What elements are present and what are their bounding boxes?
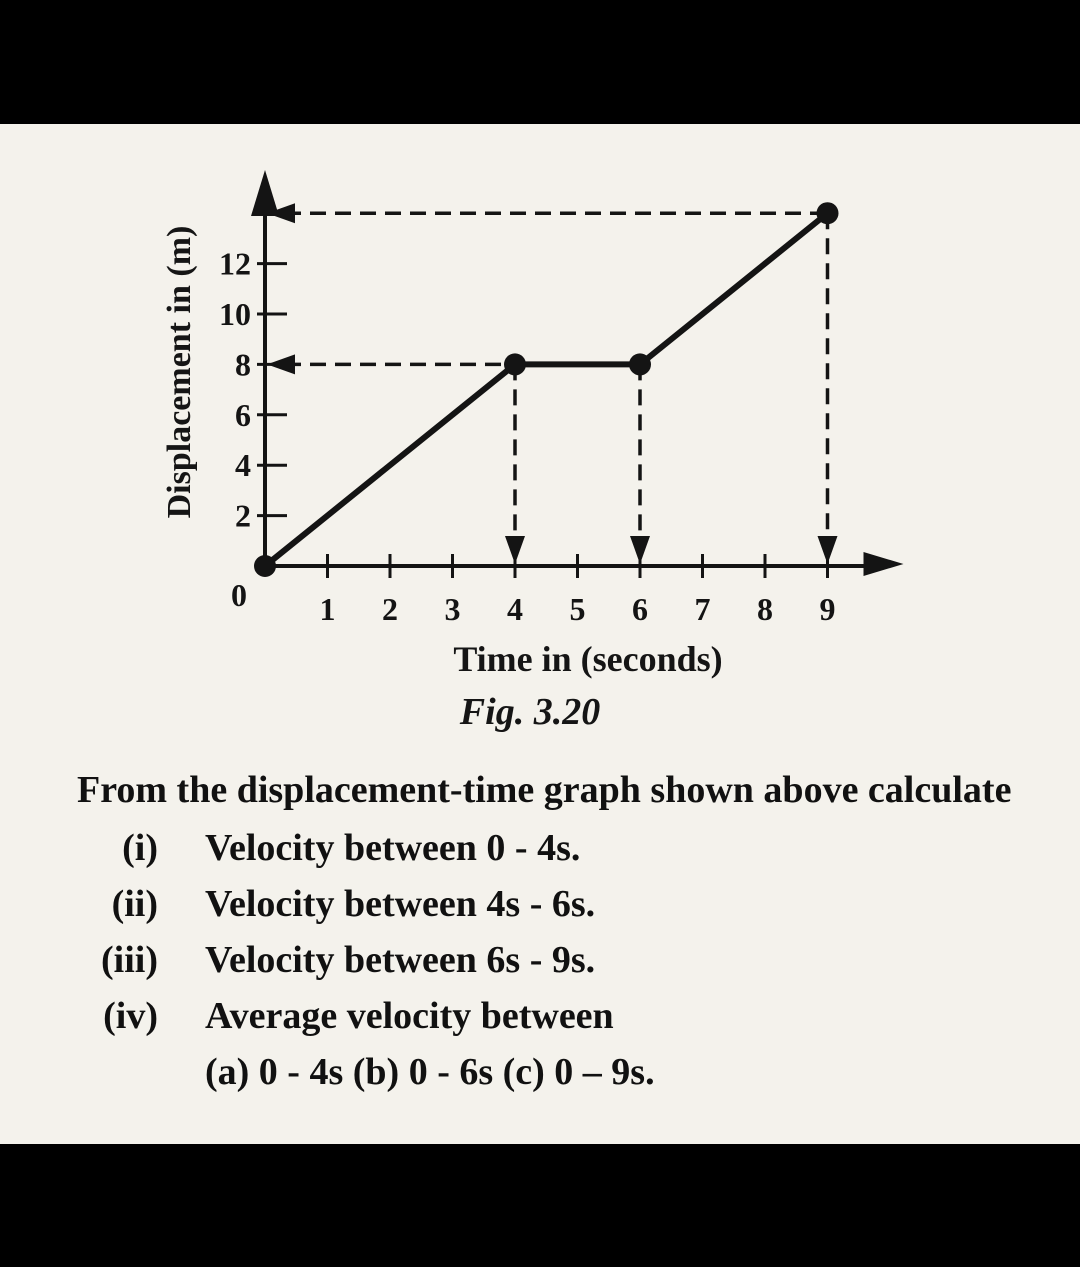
- question-text: Velocity between 4s - 6s.: [205, 883, 596, 925]
- x-tick-label: 5: [569, 591, 586, 627]
- x-axis-arrow: [864, 552, 904, 576]
- data-point: [254, 555, 276, 577]
- x-tick-label: 3: [444, 591, 461, 627]
- y-tick-label: 2: [235, 497, 251, 534]
- origin-label: 0: [231, 577, 247, 613]
- x-tick-label: 1: [319, 591, 336, 627]
- data-point: [629, 353, 651, 375]
- data-point: [817, 202, 839, 224]
- displacement-line: [265, 213, 828, 566]
- question-number: (ii): [111, 883, 158, 925]
- series-lines: [265, 213, 828, 566]
- question-number: (i): [122, 827, 158, 869]
- tick-labels: [219, 246, 836, 627]
- figure-caption: Fig. 3.20: [459, 691, 601, 733]
- y-tick-label: 10: [219, 296, 251, 332]
- sub-items: (a) 0 - 4s (b) 0 - 6s (c) 0 – 9s.: [205, 1051, 655, 1093]
- displacement-time-chart: [0, 124, 1080, 644]
- x-tick-label: 9: [819, 591, 836, 627]
- x-axis-label: Time in (seconds): [453, 639, 723, 679]
- y-axis-label: Displacement in (m): [161, 225, 198, 519]
- x-tick-label: 8: [757, 591, 773, 627]
- data-point: [504, 353, 526, 375]
- textbook-page: [0, 124, 1080, 1144]
- y-tick-label: 6: [235, 396, 251, 433]
- x-tick-label: 4: [507, 591, 523, 627]
- question-text: Velocity between 0 - 4s.: [205, 827, 581, 869]
- x-tick-label: 6: [632, 591, 648, 627]
- question-text: Velocity between 6s - 9s.: [205, 939, 596, 981]
- data-points: [254, 202, 839, 577]
- problem-intro: From the displacement-time graph shown above calculate: [77, 769, 1012, 811]
- question-text: Average velocity between: [205, 995, 614, 1037]
- y-axis-arrow: [251, 170, 279, 216]
- y-tick-label: 4: [235, 447, 251, 484]
- x-tick-label: 2: [382, 591, 398, 627]
- x-tick-label: 7: [694, 591, 711, 627]
- question-number: (iii): [101, 939, 158, 981]
- y-tick-label: 8: [235, 346, 251, 383]
- y-tick-label: 12: [219, 245, 251, 282]
- guide-lines: [267, 203, 838, 564]
- question-number: (iv): [103, 995, 158, 1037]
